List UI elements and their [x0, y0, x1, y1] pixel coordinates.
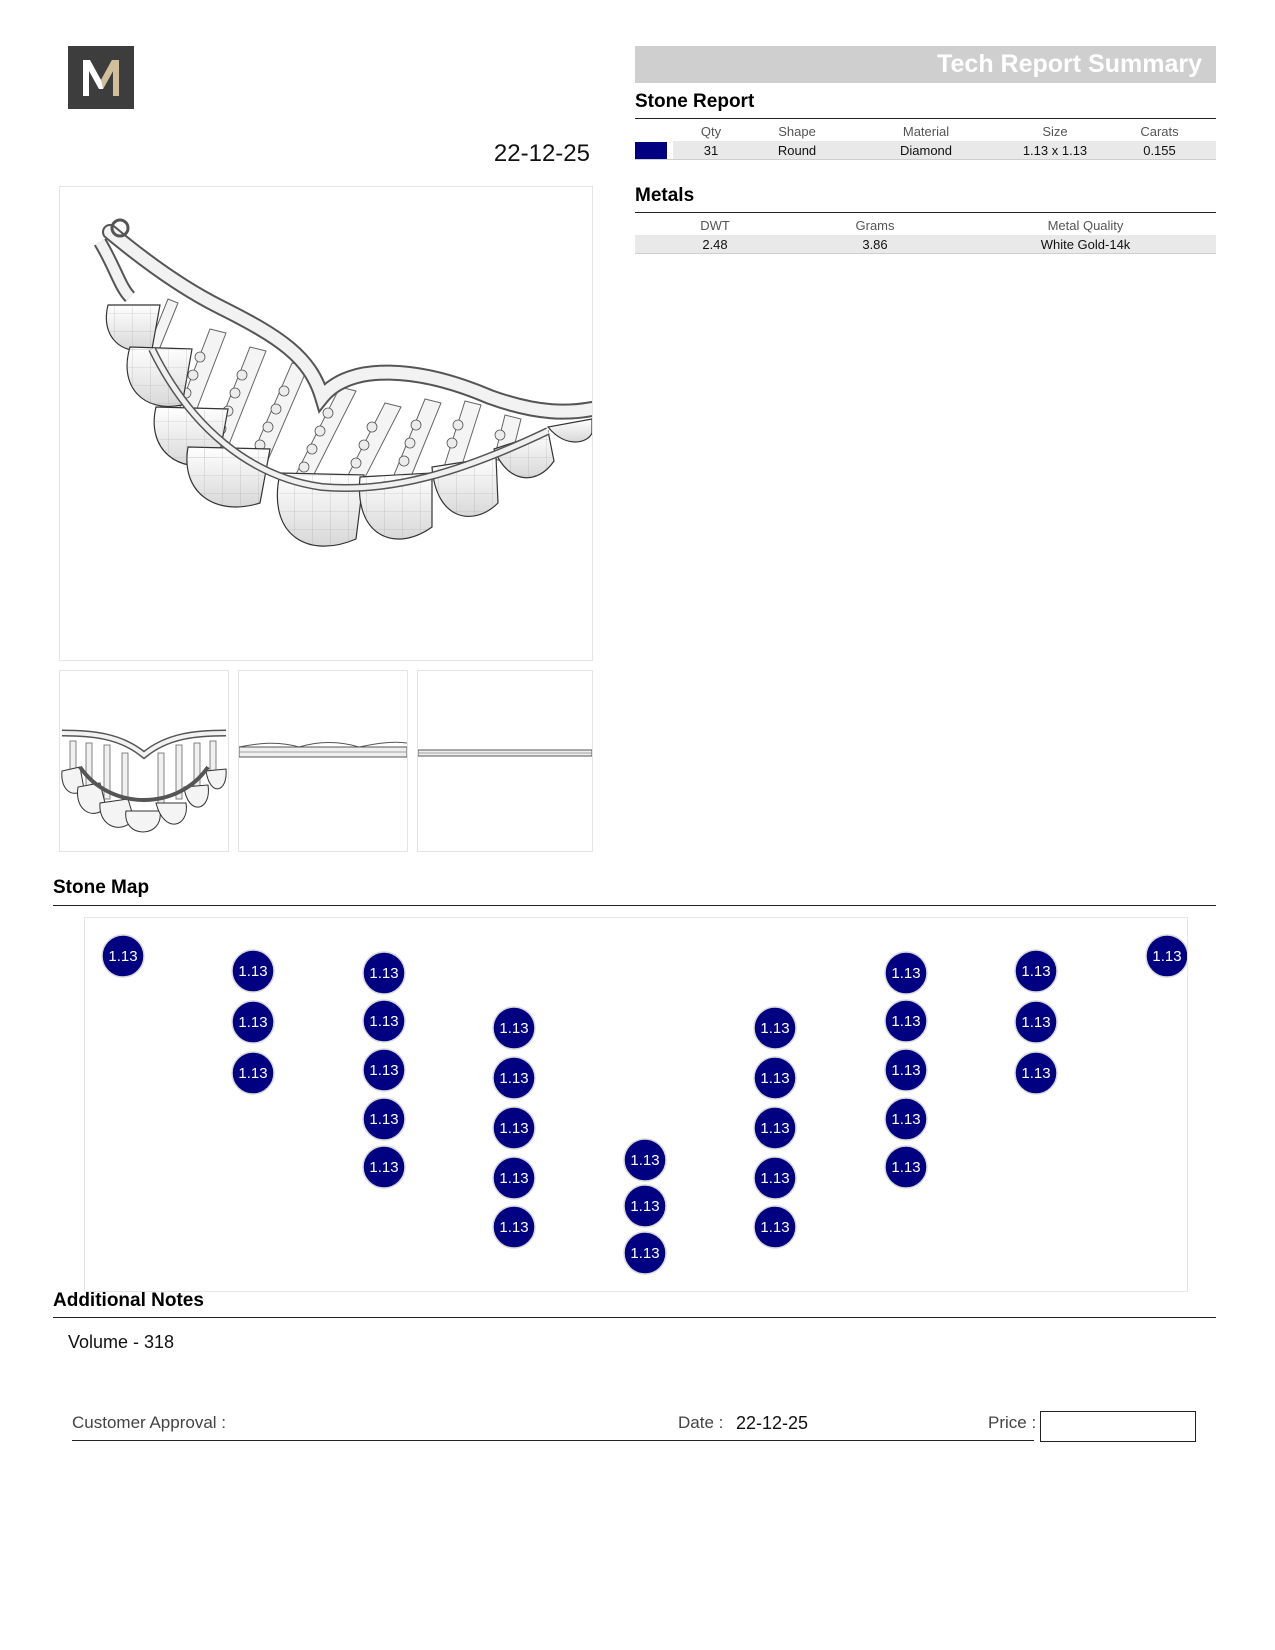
stone-size-label: 1.13	[1152, 948, 1182, 965]
stone-map-title: Stone Map	[53, 877, 150, 898]
metals-title: Metals	[635, 185, 695, 206]
stone-size-label: 1.13	[499, 1120, 529, 1137]
col-qty: Qty	[700, 123, 722, 139]
stone-marker	[754, 1206, 796, 1248]
customer-approval-label: Customer Approval :	[72, 1413, 227, 1432]
stone-size-label: 1.13	[108, 948, 138, 965]
stone-marker	[363, 1000, 405, 1042]
stone-marker	[232, 950, 274, 992]
main-render-view	[59, 186, 593, 661]
stone-marker	[754, 1107, 796, 1149]
report-date: 22-12-25	[493, 140, 590, 167]
stone-material: Diamond	[845, 141, 1007, 160]
col-material: Material	[902, 123, 950, 139]
stone-map-svg	[85, 918, 1187, 1291]
stone-size-label: 1.13	[630, 1198, 660, 1215]
stone-size-label: 1.13	[760, 1070, 790, 1087]
stone-map-canvas	[84, 917, 1188, 1292]
price-label: Price :	[988, 1413, 1037, 1432]
metals-table	[635, 215, 1216, 254]
stone-size-label: 1.13	[1021, 1014, 1051, 1031]
stone-size-label: 1.13	[891, 1159, 921, 1176]
stone-size-label: 1.13	[1021, 1065, 1051, 1082]
col-size: Size	[1042, 123, 1068, 139]
approval-signature-line	[72, 1440, 1034, 1441]
stone-size-label: 1.13	[891, 1013, 921, 1030]
stone-marker	[493, 1206, 535, 1248]
stone-carats: 0.155	[1103, 141, 1216, 160]
stone-report-title: Stone Report	[635, 91, 755, 112]
stone-marker	[1015, 950, 1057, 992]
stone-size-label: 1.13	[760, 1020, 790, 1037]
stone-marker	[1015, 1052, 1057, 1094]
stone-size-label: 1.13	[369, 965, 399, 982]
report-title: Tech Report Summary	[937, 50, 1202, 78]
stone-marker	[885, 952, 927, 994]
stone-marker	[624, 1185, 666, 1227]
stone-marker	[885, 1146, 927, 1188]
stone-size-label: 1.13	[630, 1152, 660, 1169]
pendant-render	[60, 187, 592, 660]
stone-marker	[363, 1098, 405, 1140]
company-logo	[68, 46, 134, 109]
report-header-bar	[635, 46, 1216, 83]
stone-marker	[624, 1232, 666, 1274]
stone-size-label: 1.13	[238, 1065, 268, 1082]
stone-report-table	[635, 121, 1216, 160]
metals-header-row	[635, 215, 1216, 235]
stone-size-label: 1.13	[891, 965, 921, 982]
stone-size-label: 1.13	[499, 1170, 529, 1187]
stone-size-label: 1.13	[760, 1120, 790, 1137]
stone-marker	[885, 1049, 927, 1091]
thumbnail-front-view[interactable]	[59, 670, 229, 852]
approval-date-label: Date :	[678, 1413, 724, 1432]
stone-size: 1.13 x 1.13	[1007, 141, 1103, 160]
price-input[interactable]	[1040, 1411, 1196, 1442]
stone-marker	[493, 1107, 535, 1149]
table-row	[635, 235, 1216, 254]
stone-size-label: 1.13	[760, 1219, 790, 1236]
stone-marker	[754, 1057, 796, 1099]
stone-size-label: 1.13	[630, 1245, 660, 1262]
stone-marker	[624, 1139, 666, 1181]
stone-size-label: 1.13	[499, 1020, 529, 1037]
stone-color-swatch	[635, 142, 667, 159]
stone-size-label: 1.13	[369, 1111, 399, 1128]
thumbnail-side-view[interactable]	[238, 670, 408, 852]
stone-size-label: 1.13	[891, 1111, 921, 1128]
stone-marker	[363, 952, 405, 994]
additional-notes-title: Additional Notes	[53, 1290, 204, 1311]
stone-size-label: 1.13	[369, 1062, 399, 1079]
stone-marker	[363, 1146, 405, 1188]
col-metal-quality: Metal Quality	[1047, 217, 1124, 233]
stone-marker	[232, 1052, 274, 1094]
stone-marker	[102, 935, 144, 977]
additional-notes-rule	[53, 1317, 1216, 1318]
table-row	[635, 141, 1216, 160]
stone-size-label: 1.13	[891, 1062, 921, 1079]
stone-size-label: 1.13	[760, 1170, 790, 1187]
volume-note: Volume - 318	[68, 1332, 175, 1352]
stone-size-label: 1.13	[238, 1014, 268, 1031]
col-carats: Carats	[1140, 123, 1179, 139]
stone-shape: Round	[749, 141, 845, 160]
stone-marker	[493, 1057, 535, 1099]
metal-quality: White Gold-14k	[955, 235, 1216, 254]
stone-marker	[754, 1007, 796, 1049]
stone-qty: 31	[673, 141, 749, 160]
stone-size-label: 1.13	[238, 963, 268, 980]
stone-size-label: 1.13	[369, 1159, 399, 1176]
metal-grams: 3.86	[795, 235, 955, 254]
stone-marker	[885, 1000, 927, 1042]
stone-marker	[1015, 1001, 1057, 1043]
metal-dwt: 2.48	[635, 235, 795, 254]
stone-marker	[493, 1007, 535, 1049]
stone-marker	[885, 1098, 927, 1140]
stone-map-rule	[53, 905, 1216, 906]
stone-report-header-row	[635, 121, 1216, 141]
col-grams: Grams	[855, 217, 895, 233]
approval-date-value: 22-12-25	[736, 1413, 809, 1433]
stone-marker	[363, 1049, 405, 1091]
thumbnail-top-view[interactable]	[417, 670, 593, 852]
stone-marker	[1146, 935, 1187, 977]
stone-size-label: 1.13	[499, 1070, 529, 1087]
stone-marker	[754, 1157, 796, 1199]
stone-size-label: 1.13	[369, 1013, 399, 1030]
col-dwt: DWT	[700, 217, 730, 233]
stone-size-label: 1.13	[1021, 963, 1051, 980]
stone-size-label: 1.13	[499, 1219, 529, 1236]
stone-report-rule	[635, 118, 1216, 119]
col-shape: Shape	[778, 123, 816, 139]
stone-marker	[232, 1001, 274, 1043]
metals-rule	[635, 212, 1216, 213]
stone-marker	[493, 1157, 535, 1199]
